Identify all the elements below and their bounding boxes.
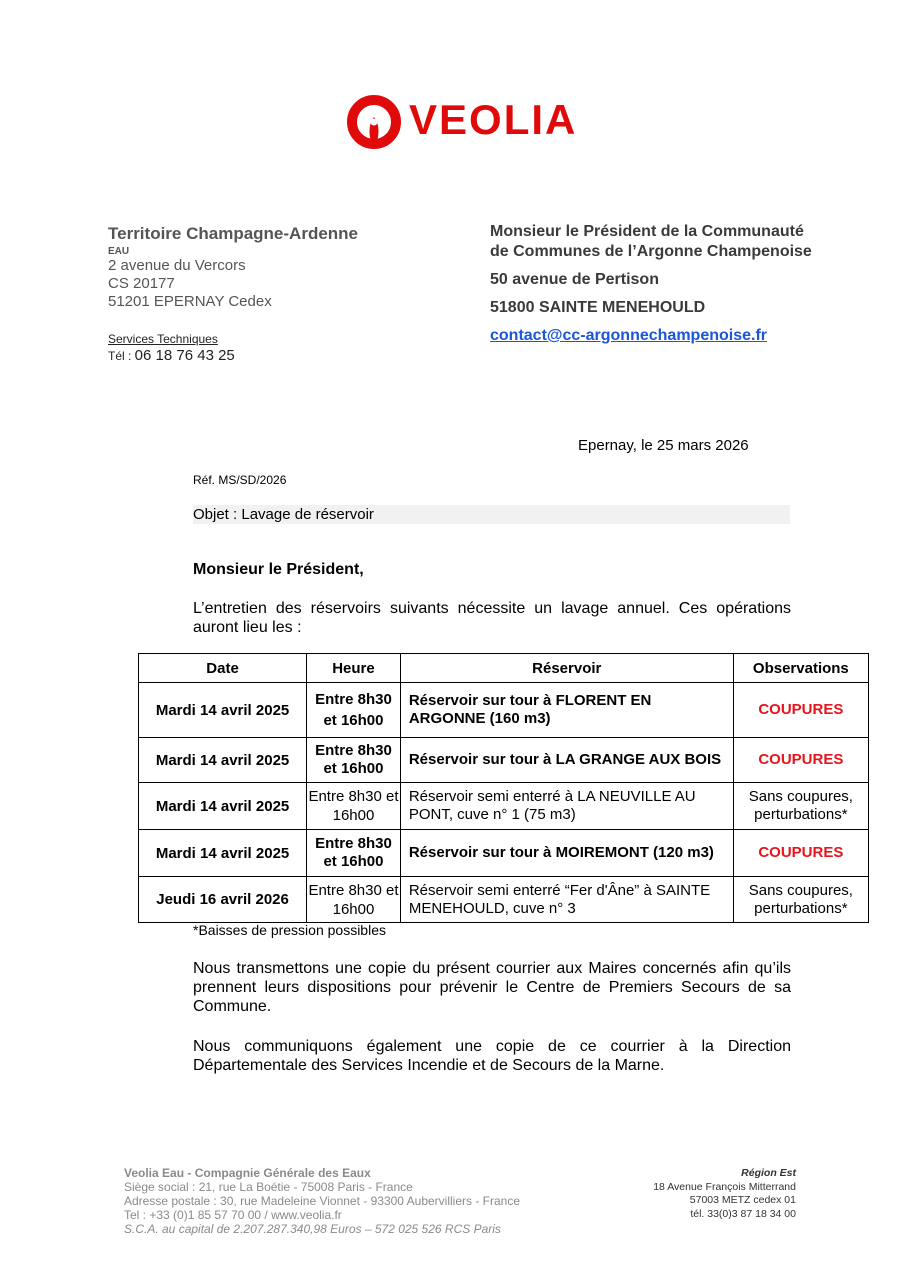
row-reservoir: Réservoir semi enterré “Fer d'Âne” à SAINTE MENEHOULD, cuve n° 3 [400, 877, 733, 923]
table-header-row [139, 654, 869, 683]
sender-services: Services Techniques [108, 332, 218, 346]
row-heure: Entre 8h30 et 16h00 [307, 830, 401, 877]
intro-paragraph: L’entretien des réservoirs suivants nécessite un lavage annuel. Ces opérations auront lieu les : [193, 600, 791, 636]
recipient-block [490, 222, 850, 345]
row-heure: Entre 8h30 et 16h00 [307, 877, 401, 923]
letter-reference: Réf. MS/SD/2026 [193, 473, 287, 487]
row-date: Jeudi 16 avril 2026 [139, 877, 307, 923]
footer-postal: Adresse postale : 30, rue Madeleine Vionnet - 93300 Aubervilliers - France [124, 1194, 521, 1208]
sender-block [108, 224, 428, 364]
table-row [139, 738, 869, 783]
veolia-logo [345, 92, 585, 152]
row-observations: COUPURES [733, 738, 868, 783]
recipient-line2: de Communes de l’Argonne Champenoise [490, 243, 812, 260]
row-reservoir: Réservoir sur tour à LA GRANGE AUX BOIS [400, 738, 733, 783]
sender-address-line: CS 20177 [108, 275, 175, 292]
row-date: Mardi 14 avril 2025 [139, 738, 307, 783]
row-heure: Entre 8h30 et 16h00 [307, 783, 401, 830]
header-observations: Observations [733, 654, 868, 683]
row-observations: Sans coupures, perturbations* [733, 783, 868, 830]
paragraph-copy-sdis: Nous communiquons également une copie de ce courrier à la Direction Départementale des Services Incendie et de Secours de la Marne. [193, 1038, 791, 1074]
footnote: *Baisses de pression possibles [193, 922, 386, 938]
footer-company-info [124, 1166, 584, 1236]
row-heure: Entre 8h30 et 16h00 [307, 683, 401, 738]
footer-region-street: 18 Avenue François Mitterrand [653, 1180, 796, 1193]
footer-siege: Siège social : 21, rue La Boétie - 75008 Paris - France [124, 1180, 413, 1194]
schedule-table [138, 653, 869, 923]
row-date: Mardi 14 avril 2025 [139, 830, 307, 877]
paragraph-copy-mayors: Nous transmettons une copie du présent courrier aux Maires concernés afin qu’ils prennent leurs dispositions pour prévenir le Centre de Premiers Secours de sa Commune. [193, 960, 791, 1015]
header-reservoir: Réservoir [400, 654, 733, 683]
table-row [139, 877, 869, 923]
salutation: Monsieur le Président, [193, 561, 364, 578]
table-row [139, 783, 869, 830]
logo-wordmark: VEOLIA [409, 96, 578, 143]
recipient-line1: Monsieur le Président de la Communauté [490, 223, 804, 240]
footer-region-tel: tél. 33(0)3 87 18 34 00 [690, 1207, 796, 1220]
sender-org: Territoire Champagne-Ardenne [108, 224, 359, 243]
recipient-street: 50 avenue de Pertison [490, 271, 659, 288]
footer-region-city: 57003 METZ cedex 01 [689, 1194, 796, 1206]
veolia-logo-icon [345, 92, 403, 152]
row-observations: Sans coupures, perturbations* [733, 877, 868, 923]
row-reservoir: Réservoir semi enterré à LA NEUVILLE AU PONT, cuve n° 1 (75 m3) [400, 783, 733, 830]
header-heure: Heure [307, 654, 401, 683]
table-row [139, 683, 869, 738]
letter-date: Epernay, le 25 mars 2026 [578, 437, 749, 454]
footer-tel: Tel : +33 (0)1 85 57 70 00 / www.veolia.fr [124, 1208, 342, 1222]
letter-subject: Objet : Lavage de réservoir [193, 505, 790, 524]
recipient-email-link[interactable]: contact@cc-argonnechampenoise.fr [490, 327, 767, 344]
footer-capital: S.C.A. au capital de 2.207.287.340,98 Euros – 572 025 526 RCS Paris [124, 1222, 501, 1236]
row-date: Mardi 14 avril 2025 [139, 783, 307, 830]
footer-company: Veolia Eau - Compagnie Générale des Eaux [124, 1166, 371, 1180]
header-date: Date [139, 654, 307, 683]
row-observations: COUPURES [733, 683, 868, 738]
recipient-city: 51800 SAINTE MENEHOULD [490, 299, 706, 316]
sender-dept: EAU [108, 246, 130, 257]
sender-address-line: 2 avenue du Vercors [108, 257, 246, 274]
sender-phone-label: Tél : [108, 349, 135, 363]
footer-region-info [556, 1167, 796, 1221]
sender-phone [108, 347, 428, 364]
table-row [139, 830, 869, 877]
footer-region: Région Est [741, 1167, 796, 1179]
row-date: Mardi 14 avril 2025 [139, 683, 307, 738]
row-reservoir: Réservoir sur tour à MOIREMONT (120 m3) [400, 830, 733, 877]
sender-phone-number: 06 18 76 43 25 [134, 347, 235, 364]
sender-address-line: 51201 EPERNAY Cedex [108, 293, 272, 310]
row-heure: Entre 8h30 et 16h00 [307, 738, 401, 783]
row-observations: COUPURES [733, 830, 868, 877]
row-reservoir: Réservoir sur tour à FLORENT EN ARGONNE (160 m3) [400, 683, 733, 738]
